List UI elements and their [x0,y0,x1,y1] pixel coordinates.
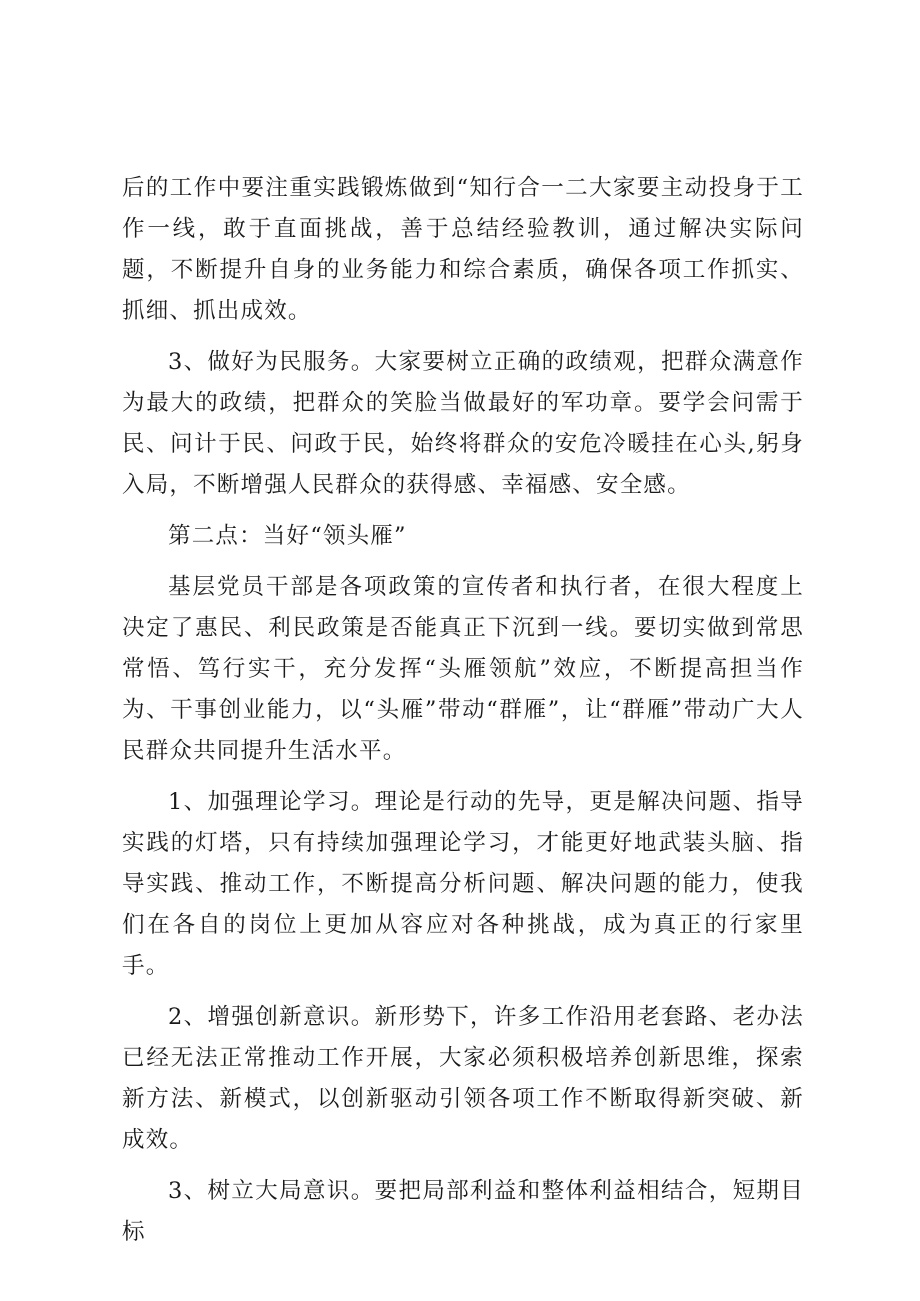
paragraph-innovation: 2、增强创新意识。新形势下，许多工作沿用老套路、老办法已经无法正常推动工作开展，大家必须积极培养创新思维，探索新方法、新模式，以创新驱动引领各项工作不断取得新突破、新成效。 [122,1004,804,1153]
document-body [122,168,804,1253]
section-heading-lead-goose: 第二点：当好“领头雁” [168,523,407,549]
paragraph-serve-people: 3、做好为民服务。大家要树立正确的政绩观，把群众满意作为最大的政绩，把群众的笑脸当做最好的军功章。要学会问需于民、问计于民、问政于民，始终将群众的安危冷暖挂在心头,躬身入局，不断增强人民群众的获得感、幸福感、安全感。 [122,349,804,498]
paragraph-continuation: 后的工作中要注重实践锻炼做到“知行合一二大家要主动投身于工作一线，敢于直面挑战，善于总结经验教训，通过解决实际问题，不断提升自身的业务能力和综合素质，确保各项工作抓实、抓细、抓出成效。 [122,175,804,324]
paragraph-overall-view: 3、树立大局意识。要把局部利益和整体利益相结合，短期目标 [122,1178,804,1245]
paragraph-cadre-role: 基层党员干部是各项政策的宣传者和执行者，在很大程度上决定了惠民、利民政策是否能真正下沉到一线。要切实做到常思常悟、笃行实干，充分发挥“头雁领航”效应，不断提高担当作为、干事创业能力，以“头雁”带动“群雁”，让“群雁”带动广大人民群众共同提升生活水平。 [122,574,804,764]
paragraph-theory-study: 1、加强理论学习。理论是行动的先导，更是解决问题、指导实践的灯塔，只有持续加强理论学习，才能更好地武装头脑、指导实践、推动工作，不断提高分析问题、解决问题的能力，使我们在各自的岗位上更加从容应对各种挑战，成为真正的行家里手。 [122,789,804,979]
